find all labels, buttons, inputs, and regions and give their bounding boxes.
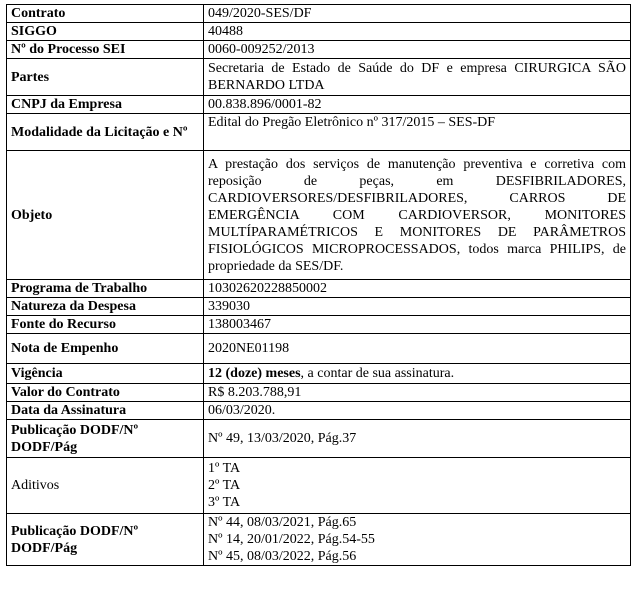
siggo-value: 40488 <box>204 23 631 41</box>
assinatura-label: Data da Assinatura <box>7 402 204 420</box>
table-row <box>7 5 631 23</box>
modalidade-label: Modalidade da Licitação e Nº <box>7 114 204 151</box>
siggo-label: SIGGO <box>7 23 204 41</box>
publicacao1-value: Nº 49, 13/03/2020, Pág.37 <box>204 420 631 458</box>
assinatura-value: 06/03/2020. <box>204 402 631 420</box>
publicacao1-label: Publicação DODF/Nº DODF/Pág <box>7 420 204 458</box>
publicacao2-label: Publicação DODF/Nº DODF/Pág <box>7 514 204 566</box>
vigencia-label: Vigência <box>7 364 204 384</box>
vigencia-value <box>204 364 631 384</box>
vigencia-duration: 12 (doze) meses <box>208 366 301 381</box>
objeto-value: A prestação dos serviços de manutenção preventiva e corretiva com reposição de peças, em DESFIBRILADORES, CARDIOVERSORES/DESFIBRILADORES, CARROS DE EMERGÊNCIA COM CARDIOVERSOR, MONITORES MULTÍPARAMÉTRICOS E MONITORES DE PARÂMETROS FISIOLÓGICOS MICROPROCESSADOS, todos marca PHILIPS, de propriedade da SES/DF. <box>204 151 631 280</box>
table-row <box>7 280 631 298</box>
processo-value: 0060-009252/2013 <box>204 41 631 59</box>
table-row <box>7 151 631 280</box>
vigencia-rest: , a contar de sua assinatura. <box>300 366 455 381</box>
cnpj-label: CNPJ da Empresa <box>7 96 204 114</box>
valor-label: Valor do Contrato <box>7 384 204 402</box>
table-row <box>7 59 631 96</box>
aditivo-item: 3º TA <box>208 495 241 510</box>
publicacao-item: Nº 44, 08/03/2021, Pág.65 <box>208 515 357 530</box>
publicacao2-value <box>204 514 631 566</box>
contrato-value: 049/2020-SES/DF <box>204 5 631 23</box>
modalidade-value: Edital do Pregão Eletrônico nº 317/2015 – SES-DF <box>204 114 631 151</box>
table-row <box>7 96 631 114</box>
contract-summary-table <box>6 4 631 566</box>
aditivo-item: 1º TA <box>208 461 241 476</box>
table-row <box>7 298 631 316</box>
fonte-label: Fonte do Recurso <box>7 316 204 334</box>
empenho-label: Nota de Empenho <box>7 334 204 364</box>
table-row <box>7 23 631 41</box>
table-row <box>7 420 631 458</box>
table-row <box>7 316 631 334</box>
table-row <box>7 114 631 151</box>
table-row <box>7 514 631 566</box>
table-row <box>7 364 631 384</box>
aditivo-item: 2º TA <box>208 478 241 493</box>
table-row <box>7 334 631 364</box>
publicacao-item: Nº 45, 08/03/2022, Pág.56 <box>208 549 357 564</box>
objeto-label: Objeto <box>7 151 204 280</box>
partes-label: Partes <box>7 59 204 96</box>
table-row <box>7 402 631 420</box>
programa-value: 10302620228850002 <box>204 280 631 298</box>
cnpj-value: 00.838.896/0001-82 <box>204 96 631 114</box>
aditivos-value <box>204 458 631 514</box>
partes-value: Secretaria de Estado de Saúde do DF e empresa CIRURGICA SÃO BERNARDO LTDA <box>204 59 631 96</box>
natureza-label: Natureza da Despesa <box>7 298 204 316</box>
fonte-value: 138003467 <box>204 316 631 334</box>
processo-label: Nº do Processo SEI <box>7 41 204 59</box>
natureza-value: 339030 <box>204 298 631 316</box>
publicacao-item: Nº 14, 20/01/2022, Pág.54-55 <box>208 532 375 547</box>
contrato-label: Contrato <box>7 5 204 23</box>
table-row <box>7 458 631 514</box>
table-row <box>7 41 631 59</box>
aditivos-label: Aditivos <box>7 458 204 514</box>
table-row <box>7 384 631 402</box>
programa-label: Programa de Trabalho <box>7 280 204 298</box>
empenho-value: 2020NE01198 <box>204 334 631 364</box>
valor-value: R$ 8.203.788,91 <box>204 384 631 402</box>
